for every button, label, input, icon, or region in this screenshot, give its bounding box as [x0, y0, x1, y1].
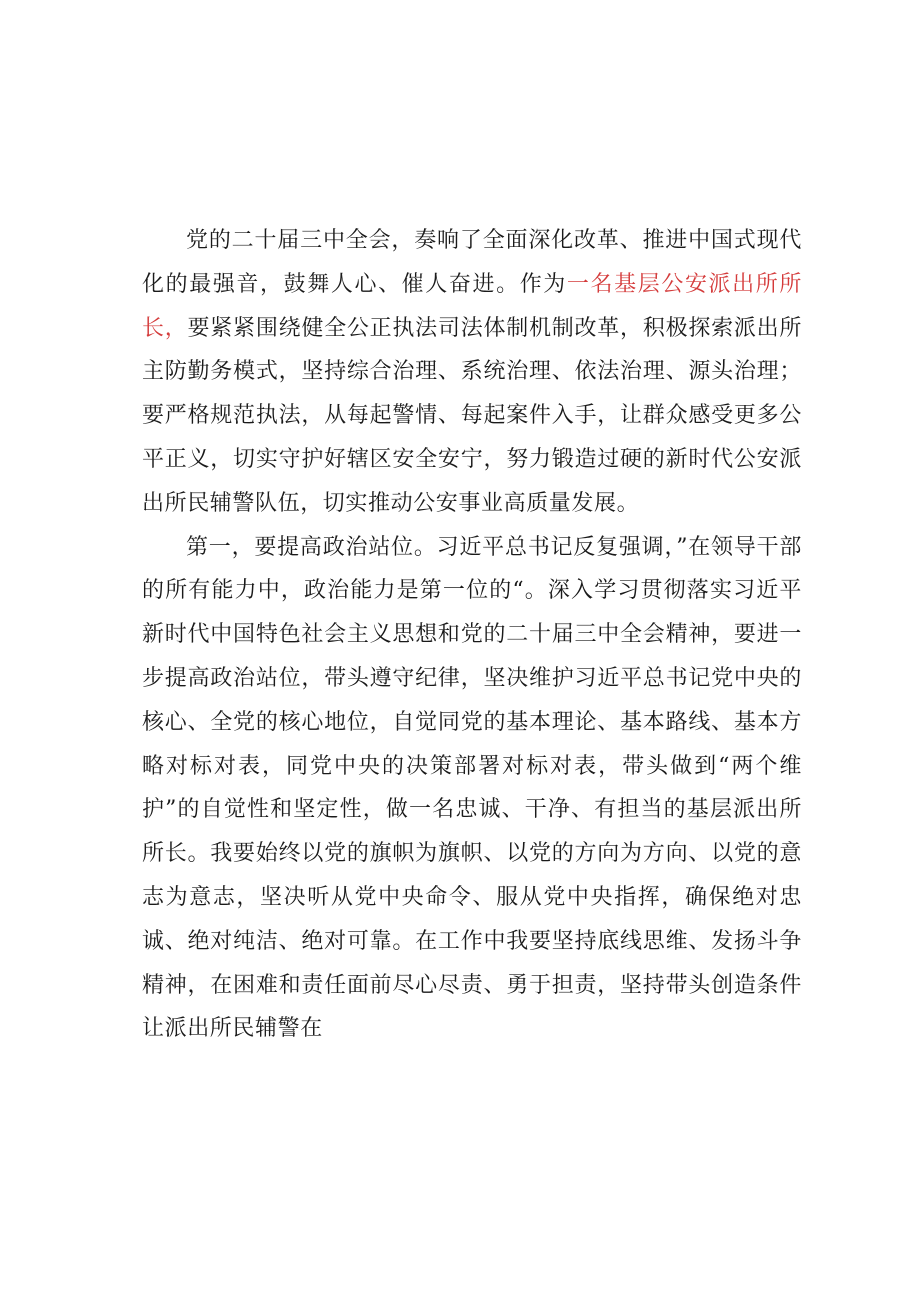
paragraph-intro — [142, 219, 802, 526]
paragraph-first-point: 第一，要提高政治站位。习近平总书记反复强调，”在领导干部的所有能力中，政治能力是第一位的“。深入学习贯彻落实习近平新时代中国特色社会主义思想和党的二十届三中全会精神，要进一步提高政治站位，带头遵守纪律，坚决维护习近平总书记党中央的核心、全党的核心地位，自觉同党的基本理论、基本路线、基本方略对标对表，同党中央的决策部署对标对表，带头做到“两个维护”的自觉性和坚定性，做一名忠诚、干净、有担当的基层派出所所长。我要始终以党的旗帜为旗帜、以党的方向为方向、以党的意志为意志，坚决听从党中央命令、服从党中央指挥，确保绝对忠诚、绝对纯洁、绝对可靠。在工作中我要坚持底线思维、发扬斗争精神，在困难和责任面前尽心尽责、勇于担责，坚持带头创造条件让派出所民辅警在 — [142, 534, 802, 1042]
paragraph-intro-text-end: 要紧紧围绕健全公正执法司法体制机制改革，积极探索派出所主防勤务模式，坚持综合治理、系统治理、依法治理、源头治理；要严格规范执法，从每起警情、每起案件入手，让群众感受更多公平正义，切实守护好辖区安全安宁，努力锻造过硬的新时代公安派出所民辅警队伍，切实推动公安事业高质量发展。 — [142, 315, 802, 516]
highlighted-phrase: 一名基层公安派出所所长， — [142, 271, 802, 341]
paragraph-intro-text-start: 党的二十届三中全会，奏响了全面深化改革、推进中国式现代化的最强音，鼓舞人心、催人奋进。作为 — [142, 228, 802, 297]
document-body — [142, 219, 802, 1051]
